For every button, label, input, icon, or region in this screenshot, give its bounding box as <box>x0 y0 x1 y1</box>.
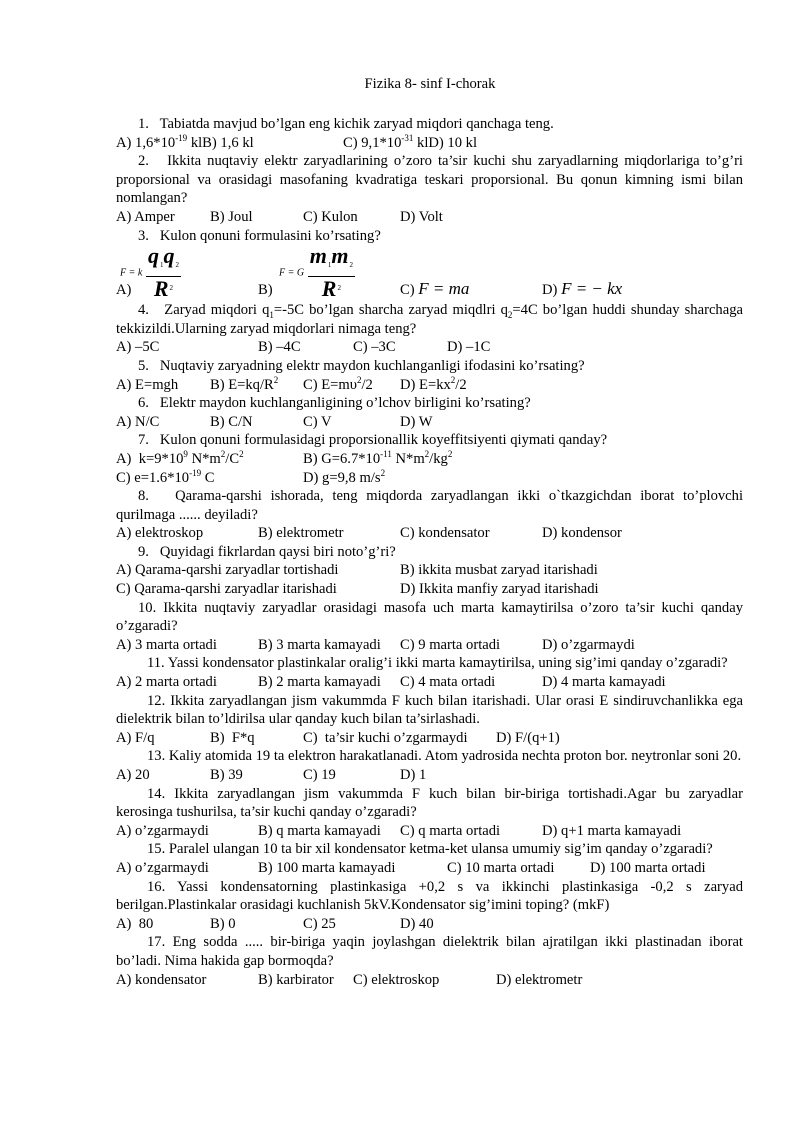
options-8 <box>116 524 743 543</box>
option-16-d: D) 40 <box>400 915 434 932</box>
option-17-d: D) elektrometr <box>496 971 583 988</box>
option-7-c: C) $e=1.6*10^{-19}$ C <box>116 467 215 486</box>
options-2 <box>116 208 743 227</box>
formula-gravity-g: F = G $\frac{m_1m_2}{R^2}$ <box>279 243 353 301</box>
option-2-a: A) Amper <box>116 208 175 225</box>
question-12: 12. Ikkita zaryadlangan jism vakummda F kuch bilan itarishadi. Ular orasi E sindiruvchanlikka ega dielektrik bilan to’ldirilsa ular qanday kuch bilan ta’sirlashadi. <box>116 692 743 728</box>
question-4: 4. Zaryad miqdori $q_1=-5C$ bo’lgan sharcha zaryad miqdlri $q_2=4C$ bo’lgan huddi shunday sharchaga tekkizildi.Ularning zaryad miqdorlari nimaga teng? <box>116 302 743 337</box>
option-7-b: B) $G=6.7*10^{-11}$ $N*m^2/kg^2$ <box>303 449 453 467</box>
options-7-ab <box>116 450 743 469</box>
question-16: 16. Yassi kondensatorning plastinkasiga +0,2 s va ikkinchi plastinkasiga -0,2 s zaryad berilgan.Plastinkalar orasidagi kuchlanish 5kV.Kondensator sig’imini toping? (mkF) <box>116 878 743 914</box>
option-4-c: C) –3C <box>353 339 396 356</box>
option-6-d: D) W <box>400 413 433 430</box>
options-14 <box>116 822 743 841</box>
question-8: 8. Qarama-qarshi ishorada, teng miqdorda zaryadlangan ikki o`tkazgichdan iborat to’plovchi qurilmaga ...... deyiladi? <box>116 488 743 523</box>
question-10: 10. Ikkita nuqtaviy zaryadlar orasidagi masofa uch marta kamaytirilsa o’zoro ta’sir kuchi qanday o’zgaradi? <box>116 599 743 635</box>
question-15: 15. Paralel ulangan 10 ta bir xil kondensator ketma-ket ulansa umumiy sig’im qanday o’zgaradi? <box>147 841 713 858</box>
formula-f-kx: F = − kx <box>561 278 623 298</box>
options-7-cd <box>116 469 743 488</box>
option-13-c: C) 19 <box>303 767 336 783</box>
option-10-b: B) 3 marta kamayadi <box>258 636 381 653</box>
options-16 <box>116 915 743 934</box>
question-1: 1. Tabiatda mavjud bo’lgan eng kichik zaryad miqdori qanchaga teng. <box>138 116 554 132</box>
options-13 <box>116 766 743 785</box>
option-10-d: D) o’zgarmaydi <box>542 636 635 653</box>
option-3-c: C) F = ma <box>400 278 470 298</box>
option-1-cd: C) $9,1*10^{-31}$ klD) 10 kl <box>343 132 478 151</box>
option-15-a: A) o’zgarmaydi <box>116 859 209 876</box>
options-12 <box>116 729 743 748</box>
option-14-b: B) q marta kamayadi <box>258 822 381 839</box>
formula-f-ma: F = ma <box>418 278 470 298</box>
question-7: 7. Kulon qonuni formulasidagi proporsionallik koyeffitsiyenti qiymati qanday? <box>138 432 608 449</box>
option-16-a: A) 80 <box>116 915 154 932</box>
option-8-b: B) elektrometr <box>258 525 344 542</box>
option-16-c: C) 25 <box>303 915 336 932</box>
options-17 <box>116 971 743 990</box>
option-13-d: D) 1 <box>400 767 427 783</box>
option-7-d: D) g=9,8 $m/s^2$ <box>303 467 386 486</box>
option-4-d: D) –1C <box>447 339 491 356</box>
option-6-a: A) N/C <box>116 413 160 430</box>
option-6-c: C) V <box>303 413 332 430</box>
option-8-d: D) kondensor <box>542 525 622 542</box>
option-5-b: B) $E=kq/R^2$ <box>210 374 279 393</box>
option-1-ab: A) $1,6*10^{-19}$ klB) 1,6 kl <box>116 132 254 151</box>
question-2: 2. Ikkita nuqtaviy elektr zaryadlarining o’zoro ta’sir kuchi shu zaryadlarning miqdorlariga to’g’ri proporsional va orasidagi masofaning kvadratiga teskari proporsional. Bu qonun kimning ismi bilan nomlangan? <box>116 153 743 207</box>
option-13-a: A) 20 <box>116 767 150 783</box>
page-title: Fizika 8- sinf I-chorak <box>364 76 496 92</box>
option-12-b: B) F*q <box>210 729 255 746</box>
option-11-d: D) 4 marta kamayadi <box>542 674 666 691</box>
option-12-d: D) F/(q+1) <box>496 729 560 746</box>
option-13-b: B) 39 <box>210 767 243 783</box>
option-10-a: A) 3 marta ortadi <box>116 636 217 653</box>
question-13: 13. Kaliy atomida 19 ta elektron harakatlanadi. Atom yadrosida nechta proton bor. neytronlar soni 20. <box>147 748 742 765</box>
options-10 <box>116 636 743 655</box>
options-3 <box>116 245 743 301</box>
options-1 <box>116 134 743 153</box>
option-8-a: A) elektroskop <box>116 525 204 542</box>
options-5 <box>116 376 743 395</box>
option-9-d: D) Ikkita manfiy zaryad itarishadi <box>400 581 599 598</box>
question-3: 3. Kulon qonuni formulasini ko’rsating? <box>138 227 381 244</box>
option-3-b: B) <box>258 281 273 298</box>
option-15-b: B) 100 marta kamayadi <box>258 859 396 876</box>
option-12-a: A) F/q <box>116 729 155 746</box>
options-11 <box>116 673 743 692</box>
option-14-a: A) o’zgarmaydi <box>116 822 209 839</box>
option-17-a: A) kondensator <box>116 971 207 988</box>
options-15 <box>116 859 743 878</box>
option-15-c: C) 10 marta ortadi <box>447 859 555 876</box>
option-7-a: A) $k=9*10^9$ $N*m^2/C^2$ <box>116 449 244 467</box>
question-11: 11. Yassi kondensator plastinkalar oralig’i ikki marta kamaytirilsa, uning sig’imi qanday o’zgaradi? <box>147 655 728 672</box>
question-5: 5. Nuqtaviy zaryadning elektr maydon kuchlanganligi ifodasini ko’rsating? <box>138 357 585 374</box>
options-9-cd <box>116 580 743 599</box>
option-4-b: B) –4C <box>258 339 301 356</box>
option-8-c: C) kondensator <box>400 525 490 542</box>
option-12-c: C) ta’sir kuchi o’zgarmaydi <box>303 729 468 746</box>
question-6: 6. Elektr maydon kuchlanganligining o’lchov birligini ko’rsating? <box>138 395 531 412</box>
option-17-b: B) karbirator <box>258 971 334 988</box>
option-2-b: B) Joul <box>210 208 253 225</box>
option-4-a: A) –5C <box>116 339 160 356</box>
question-9: 9. Quyidagi fikrlardan qaysi biri noto’g’ri? <box>138 543 396 560</box>
options-4 <box>116 338 743 357</box>
formula-coulomb-k: F = k $\frac{q_1q_2}{R^2}$ <box>120 243 179 301</box>
option-14-c: C) q marta ortadi <box>400 822 501 839</box>
option-14-d: D) q+1 marta kamayadi <box>542 822 682 839</box>
option-5-c: C) $E=m\upsilon^2/2$ <box>303 374 373 393</box>
option-5-a: A) E=mgh <box>116 376 179 393</box>
option-5-d: D) $E=kx^2/2$ <box>400 374 467 393</box>
option-15-d: D) 100 marta ortadi <box>590 859 706 876</box>
question-17: 17. Eng sodda ..... bir-biriga yaqin joylashgan dielektrik bilan ajratilgan ikki plastinadan iborat bo’ladi. Nima hakida gap bormoqda? <box>116 934 743 969</box>
question-14: 14. Ikkita zaryadlangan jism vakummda F kuch bilan bir-biriga tortishadi.Agar bu zaryadlar kerosinga tushurilsa, ta’sir kuchi qanday o’zgaradi? <box>116 785 743 821</box>
question-list <box>116 115 743 989</box>
option-11-b: B) 2 marta kamayadi <box>258 674 381 691</box>
option-11-a: A) 2 marta ortadi <box>116 674 217 691</box>
option-3-d: D) F = − kx <box>542 278 623 298</box>
option-3-a: A) <box>116 281 132 298</box>
option-2-c: C) Kulon <box>303 208 358 225</box>
options-6 <box>116 413 743 432</box>
options-9-ab <box>116 561 743 580</box>
option-9-c: C) Qarama-qarshi zaryadlar itarishadi <box>116 581 337 598</box>
option-10-c: C) 9 marta ortadi <box>400 636 501 653</box>
option-6-b: B) C/N <box>210 413 253 430</box>
option-2-d: D) Volt <box>400 208 443 225</box>
option-17-c: C) elektroskop <box>353 971 440 988</box>
option-16-b: B) 0 <box>210 915 236 932</box>
option-9-b: B) ikkita musbat zaryad itarishadi <box>400 562 598 579</box>
option-9-a: A) Qarama-qarshi zaryadlar tortishadi <box>116 562 339 579</box>
option-11-c: C) 4 mata ortadi <box>400 674 496 691</box>
